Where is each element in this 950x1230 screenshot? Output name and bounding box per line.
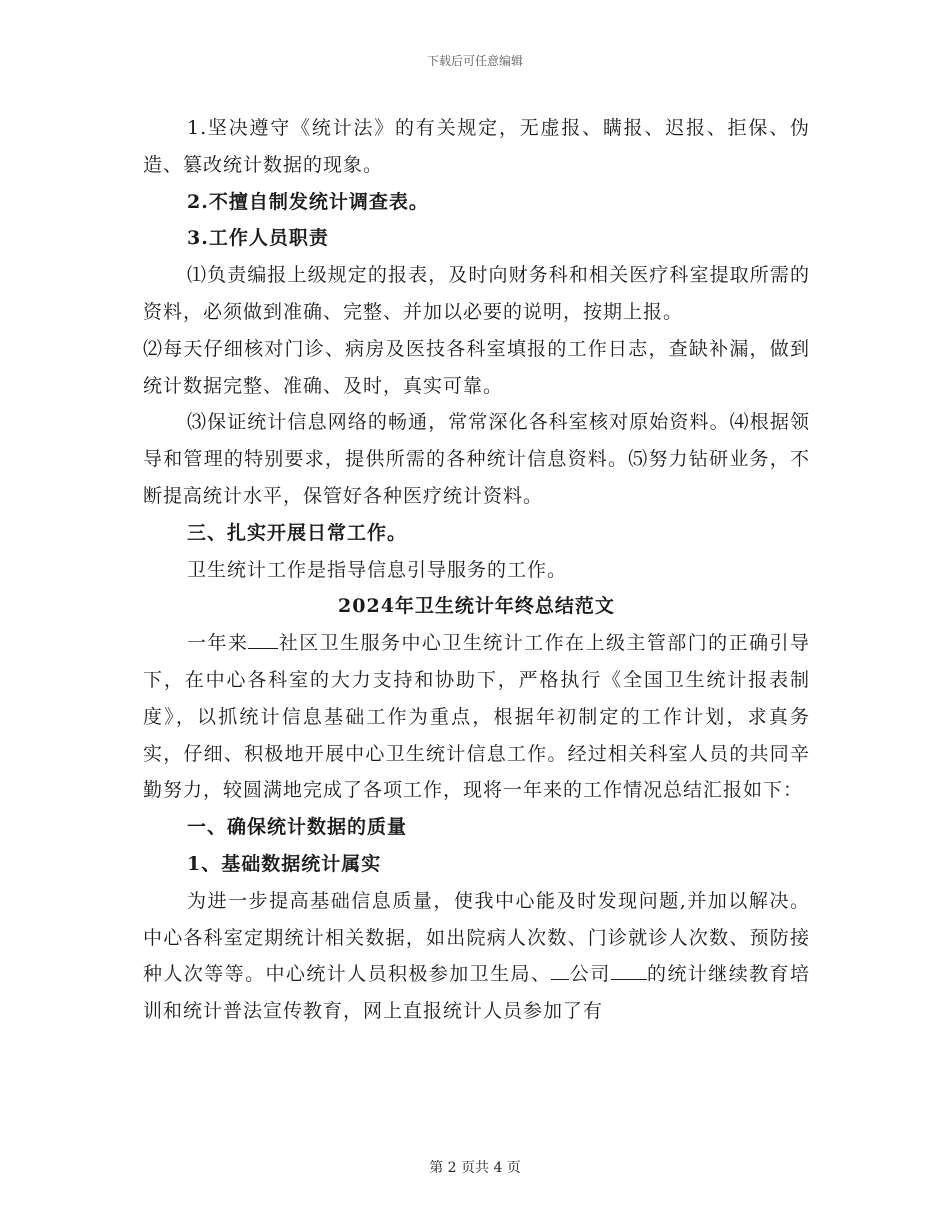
document-title: 2024年卫生统计年终总结范文 bbox=[338, 595, 615, 618]
paragraph-rule-1: 1.坚决遵守《统计法》的有关规定，无虚报、瞒报、迟报、拒保、伪造、篡改统计数据的现象。 bbox=[143, 117, 810, 176]
paragraph-intro bbox=[143, 625, 810, 809]
basic-data-text-rest: 的统计继续教育培训和统计普法宣传教育，网上直报统计人员参加了有 bbox=[143, 963, 810, 1023]
document-body bbox=[143, 110, 810, 1030]
paragraph-rule-2: 2.不擅自制发统计调查表。 bbox=[187, 190, 429, 213]
blank-underline bbox=[248, 648, 278, 649]
intro-text-rest: 社区卫生服务中心卫生统计工作在上级主管部门的正确引导下，在中心各科室的大力支持和协助下，严格执行《全国卫生统计报表制度》，以抓统计信息基础工作为重点，根据年初制定的工作计划，求真务实，仔细、积极地开展中心卫生统计信息工作。经过相关科室人员的共同辛勤努力，较圆满地完成了各项工作，现将一年来的工作情况总结汇报如下： bbox=[143, 632, 810, 802]
page-header: 下载后可任意编辑 bbox=[426, 54, 523, 68]
basic-data-company: 公司 bbox=[569, 963, 611, 986]
section-heading-daily-work: 三、扎实开展日常工作。 bbox=[187, 521, 408, 544]
paragraph-daily-work: 卫生统计工作是指导信息引导服务的工作。 bbox=[187, 558, 568, 581]
blank-underline bbox=[551, 979, 569, 980]
paragraph-duty-3-5: ⑶保证统计信息网络的畅通，常常深化各科室核对原始资料。⑷根据领导和管理的特别要求，提供所需的各种统计信息资料。⑸努力钻研业务，不断提高统计水平，保管好各种医疗统计资料。 bbox=[143, 411, 810, 507]
page-footer: 第 2 页共 4 页 bbox=[429, 1160, 521, 1176]
subsection-heading-basic-data: 1、基础数据统计属实 bbox=[187, 852, 382, 875]
paragraph-duty-2: ⑵每天仔细核对门诊、病房及医技各科室填报的工作日志，查缺补漏，做到统计数据完整、准确、及时，真实可靠。 bbox=[143, 337, 810, 397]
section-heading-quality: 一、确保统计数据的质量 bbox=[187, 816, 408, 839]
basic-data-text-start: 为进一步提高基础信息质量，使我中心能及时发现问题,并加以解决。中心各科室定期统计相关数据，如出院病人次数、门诊就诊人次数、预防接种人次等等。中心统计人员积极参加卫生局、 bbox=[143, 889, 810, 986]
paragraph-rule-3-heading: 3.工作人员职责 bbox=[187, 227, 329, 250]
blank-underline bbox=[611, 979, 647, 980]
paragraph-basic-data bbox=[143, 883, 810, 1030]
intro-text-start: 一年来 bbox=[187, 632, 249, 655]
paragraph-duty-1: ⑴负责编报上级规定的报表，及时向财务科和相关医疗科室提取所需的资料，必须做到准确、完整、并加以必要的说明，按期上报。 bbox=[143, 264, 810, 323]
